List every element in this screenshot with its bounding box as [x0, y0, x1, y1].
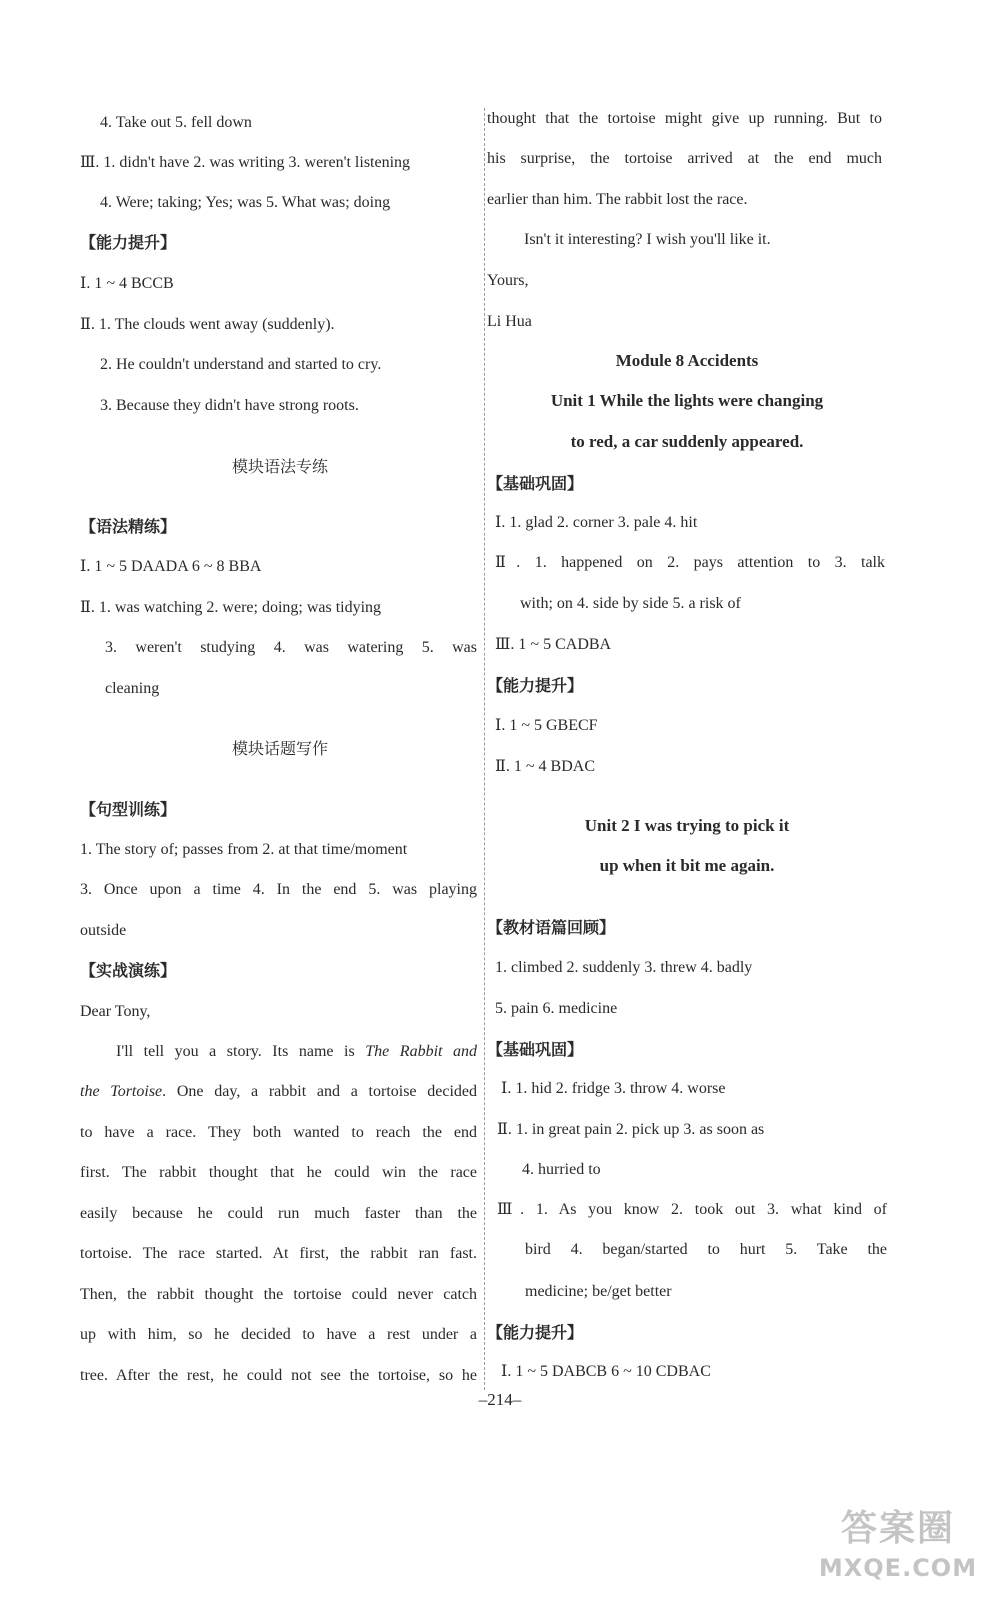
essay-line: tortoise. The race started. At first, the rabbit ran fast. [80, 1245, 477, 1262]
answer-line: 1. climbed 2. suddenly 3. threw 4. badly [495, 959, 753, 976]
unit-title: to red, a car suddenly appeared. [570, 432, 804, 451]
answer-line: 2. He couldn't understand and started to cry. [100, 356, 382, 373]
section-heading: 【教材语篇回顾】 [487, 918, 616, 937]
story-title: the Tortoise [80, 1083, 163, 1100]
essay-text: I'll tell you a story. Its name is [116, 1043, 366, 1060]
page-number: –214– [478, 1390, 522, 1409]
answer-line: 4. Were; taking; Yes; was 5. What was; doing [100, 194, 391, 211]
unit-title: Unit 2 I was trying to pick it [584, 816, 790, 835]
essay-line: Then, the rabbit thought the tortoise could never catch [80, 1286, 477, 1303]
answer-line: Ⅰ. 1 ~ 5 GBECF [495, 717, 598, 734]
unit-title: Unit 1 While the lights were changing [550, 391, 824, 410]
essay-text: . One day, a rabbit and a tortoise decided [162, 1083, 478, 1100]
answer-line: 1. The story of; passes from 2. at that time/moment [80, 841, 408, 858]
letter-signature: Li Hua [487, 313, 532, 330]
essay-line: to have a race. They both wanted to reach the end [80, 1124, 477, 1141]
essay-line: earlier than him. The rabbit lost the race. [487, 191, 748, 208]
section-heading: 【能力提升】 [487, 676, 584, 695]
story-title: The Rabbit and [365, 1043, 477, 1060]
module-title: Module 8 Accidents [615, 351, 759, 370]
section-heading: 【基础巩固】 [487, 1040, 584, 1059]
essay-line: up with him, so he decided to have a rest under a [80, 1326, 477, 1343]
answer-line: 4. Take out 5. fell down [100, 114, 252, 131]
answer-line: 4. hurried to [522, 1161, 601, 1178]
answer-line: Ⅰ. 1 ~ 4 BCCB [80, 275, 174, 292]
letter-closing: Yours, [487, 272, 529, 289]
answer-line: Ⅰ. 1. hid 2. fridge 3. throw 4. worse [501, 1080, 726, 1097]
answer-line: Ⅲ. 1. As you know 2. took out 3. what kind of [497, 1201, 887, 1218]
section-heading: 【语法精练】 [80, 517, 177, 536]
answer-line: Ⅱ. 1. was watching 2. were; doing; was tidying [80, 599, 382, 616]
essay-line [116, 1041, 477, 1063]
answer-line: Ⅱ. 1. in great pain 2. pick up 3. as soon as [497, 1121, 765, 1138]
answer-line: bird 4. began/started to hurt 5. Take the [525, 1241, 887, 1258]
answer-line: Ⅱ. 1. The clouds went away (suddenly). [80, 316, 335, 333]
answer-line: Ⅱ. 1 ~ 4 BDAC [495, 758, 595, 775]
section-heading: 【基础巩固】 [487, 474, 584, 493]
answer-line: 5. pain 6. medicine [495, 1000, 618, 1017]
essay-line: his surprise, the tortoise arrived at the end much [487, 150, 882, 167]
column-divider [484, 108, 485, 1390]
answer-line: Ⅲ. 1 ~ 5 CADBA [495, 636, 612, 653]
watermark-logo [818, 1500, 978, 1592]
essay-line: easily because he could run much faster than the [80, 1205, 477, 1222]
answer-line: Ⅰ. 1. glad 2. corner 3. pale 4. hit [495, 514, 698, 531]
answer-line: Ⅰ. 1 ~ 5 DAADA 6 ~ 8 BBA [80, 558, 262, 575]
section-heading: 【句型训练】 [80, 800, 177, 819]
essay-line [80, 1081, 477, 1103]
letter-salutation: Dear Tony, [80, 1003, 151, 1020]
answer-line: medicine; be/get better [525, 1283, 672, 1300]
section-heading: 【能力提升】 [487, 1323, 584, 1342]
answer-line: 3. weren't studying 4. was watering 5. was [105, 639, 477, 656]
watermark-url: MXQE.COM [818, 1554, 978, 1582]
essay-line: first. The rabbit thought that he could win the race [80, 1164, 477, 1181]
answer-line: Ⅱ. 1. happened on 2. pays attention to 3. talk [495, 554, 885, 571]
answer-line: outside [80, 922, 127, 939]
answer-line: cleaning [105, 680, 160, 697]
unit-title: up when it bit me again. [599, 856, 775, 875]
answer-line: 3. Once upon a time 4. In the end 5. was playing [80, 881, 477, 898]
section-heading: 【实战演练】 [80, 961, 177, 980]
answer-line: 3. Because they didn't have strong roots. [100, 397, 359, 414]
watermark-text: 答案圈 [840, 1508, 955, 1549]
module-writing-title: 模块话题写作 [231, 739, 328, 758]
answer-line: Ⅲ. 1. didn't have 2. was writing 3. weren't listening [80, 154, 411, 171]
essay-line: Isn't it interesting? I wish you'll like it. [524, 231, 771, 248]
section-heading: 【能力提升】 [80, 233, 177, 252]
module-grammar-title: 模块语法专练 [231, 457, 328, 476]
essay-line: thought that the tortoise might give up running. But to [487, 110, 882, 127]
answer-line: Ⅰ. 1 ~ 5 DABCB 6 ~ 10 CDBAC [501, 1363, 711, 1380]
answer-line: with; on 4. side by side 5. a risk of [520, 595, 741, 612]
essay-line: tree. After the rest, he could not see the tortoise, so he [80, 1367, 477, 1384]
